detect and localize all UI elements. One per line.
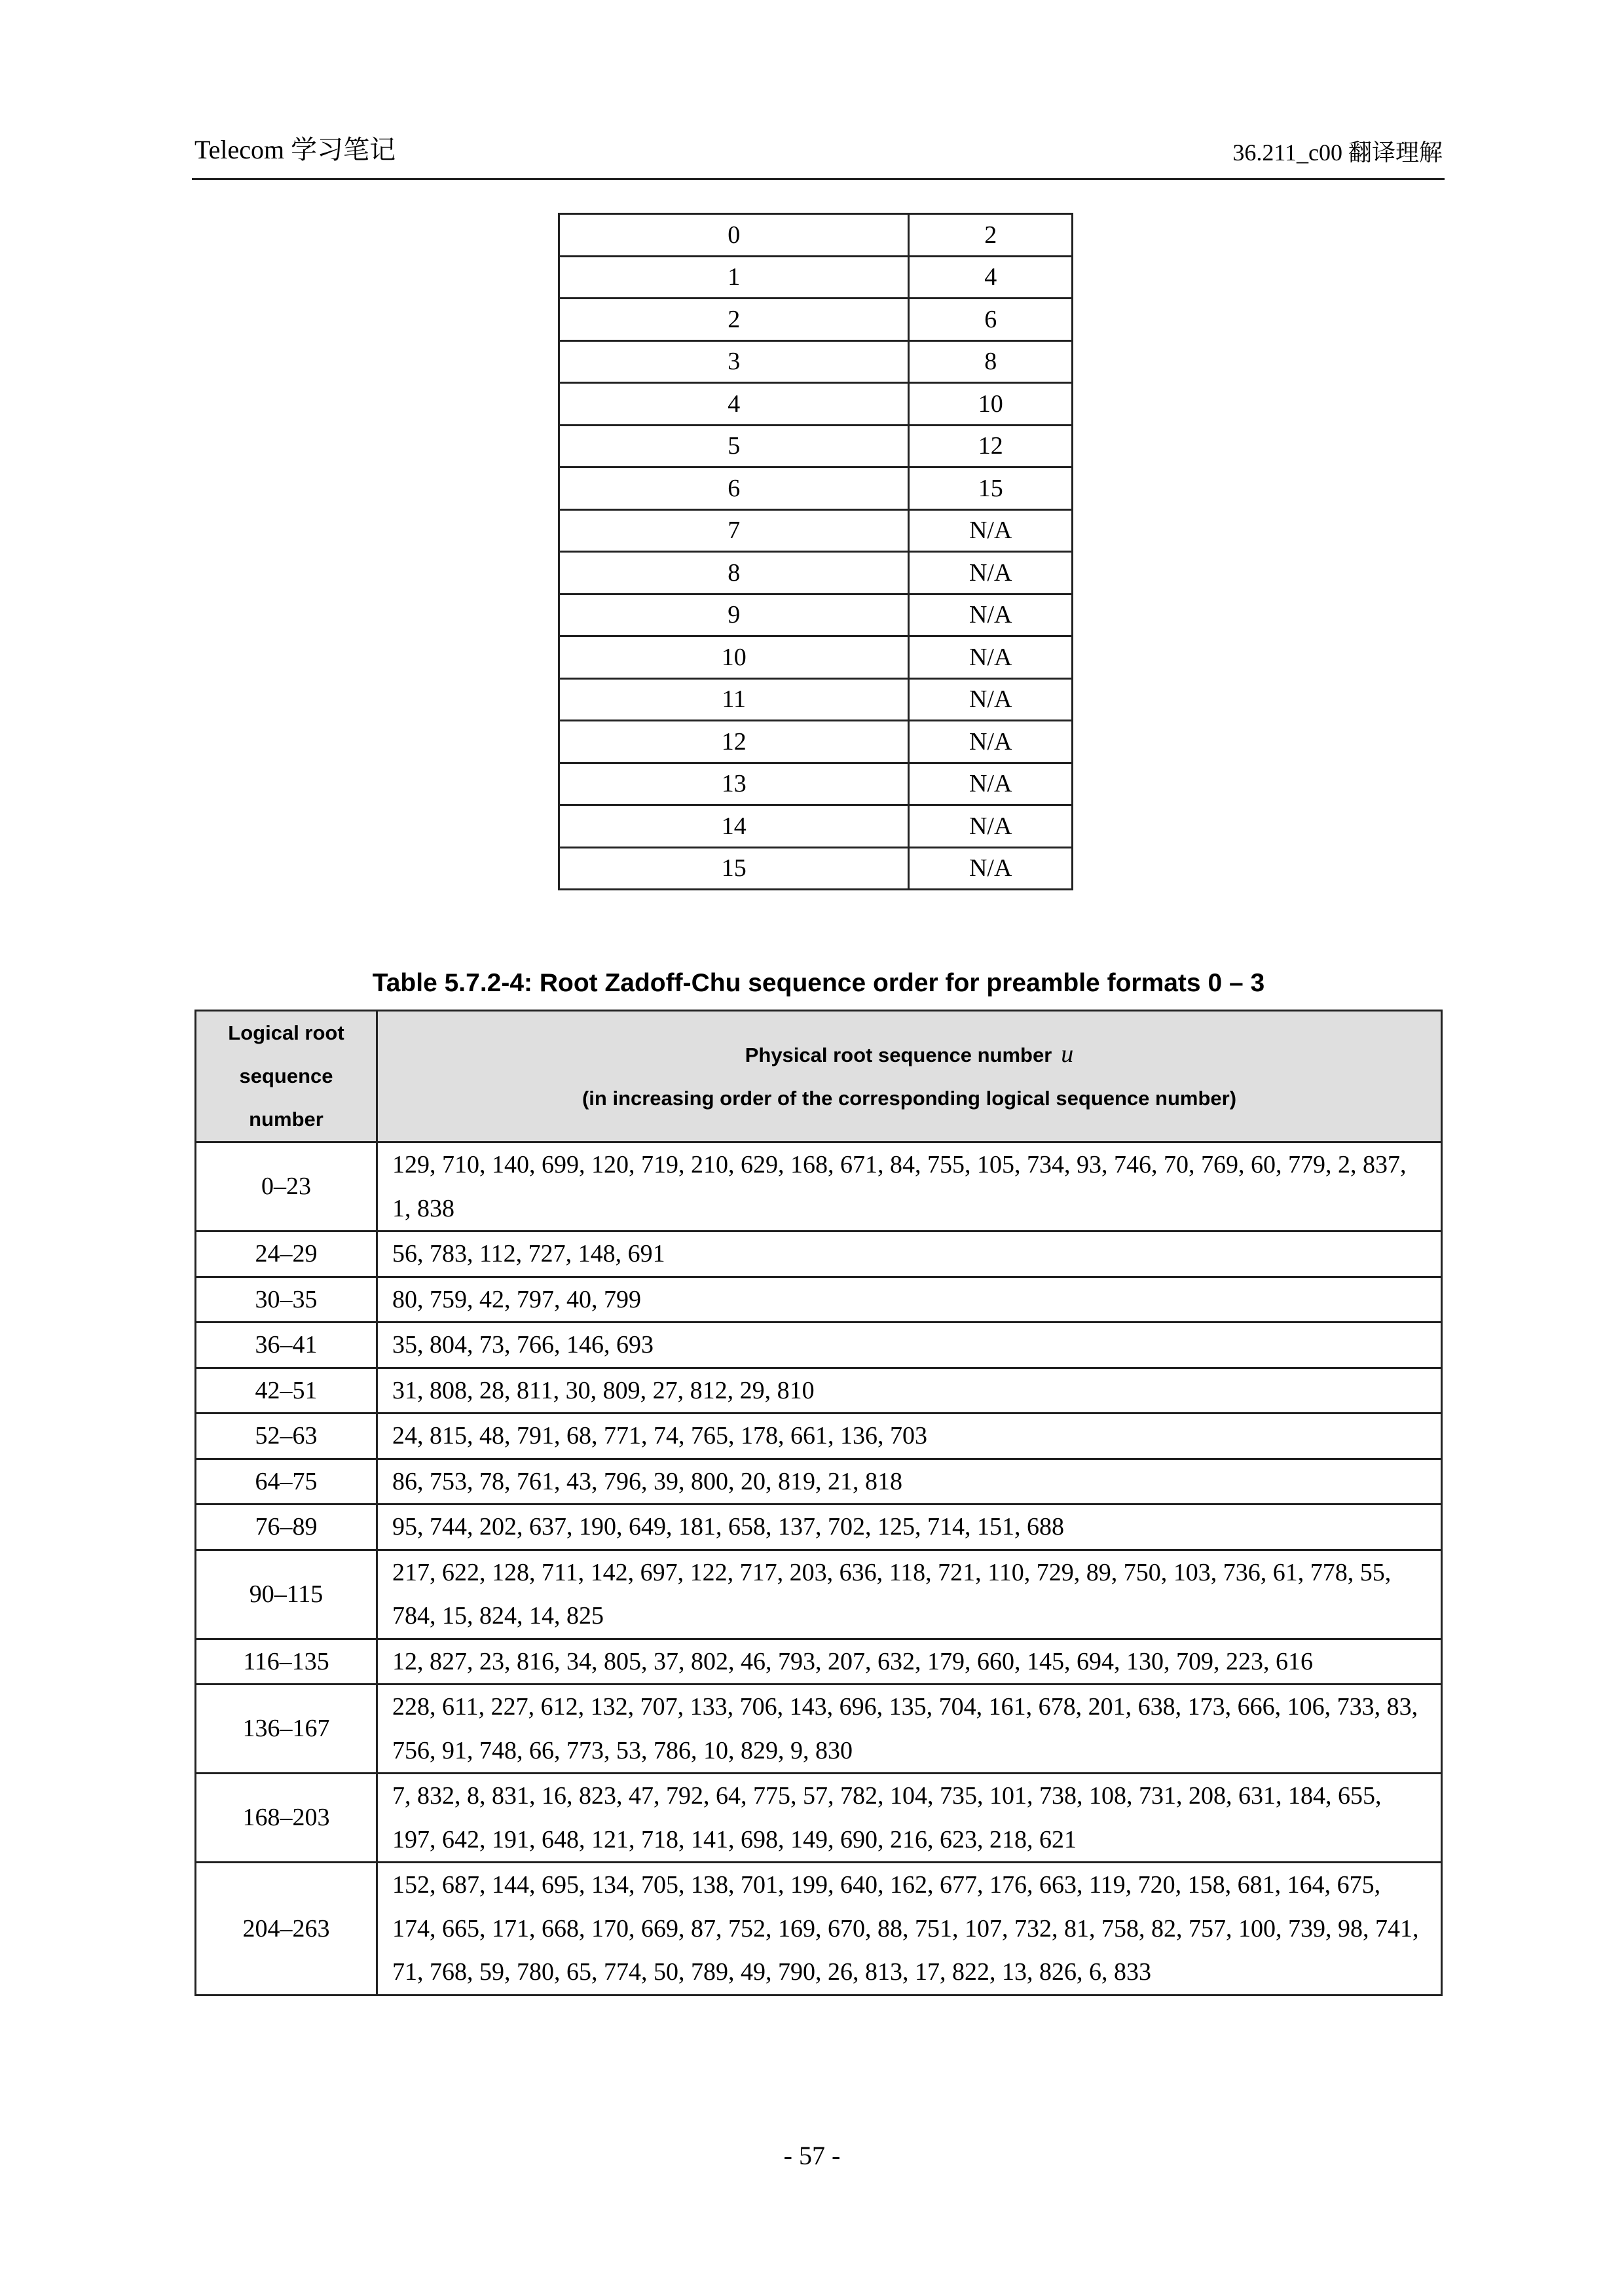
column-header-label: Physical root sequence number [745,1044,1052,1066]
logical-range-cell: 90–115 [196,1550,377,1639]
logical-range-cell: 24–29 [196,1231,377,1277]
table-row [196,1504,1442,1550]
table-cell-index: 9 [559,594,909,636]
table-cell-index: 10 [559,636,909,679]
logical-range-cell: 0–23 [196,1142,377,1231]
logical-range-cell: 36–41 [196,1322,377,1368]
physical-values-cell: 80, 759, 42, 797, 40, 799 [377,1277,1442,1322]
table-row [196,1322,1442,1368]
header-divider [192,178,1445,180]
table-row [196,1550,1442,1639]
column-header-logical-root [196,1011,377,1142]
running-header-title: Telecom 学习笔记 [194,135,396,164]
table-row [559,425,1073,467]
table-cell-value: 8 [909,340,1073,383]
table-row [196,1277,1442,1322]
physical-values-cell: 56, 783, 112, 727, 148, 691 [377,1231,1442,1277]
logical-range-cell: 42–51 [196,1368,377,1413]
table-cell-value: N/A [909,636,1073,679]
table-row [559,847,1073,890]
table-cell-value: N/A [909,847,1073,890]
table-row [196,1863,1442,1995]
table-row [559,763,1073,805]
column-header-text: sequence [239,1065,333,1087]
table-header-row [196,1011,1442,1142]
table-row [196,1231,1442,1277]
table-row [559,467,1073,510]
logical-range-cell: 30–35 [196,1277,377,1322]
table-cell-value: N/A [909,805,1073,848]
table-cell-value: 6 [909,299,1073,341]
logical-range-cell: 136–167 [196,1685,377,1774]
table-cell-value: N/A [909,678,1073,721]
table-cell-value: N/A [909,509,1073,552]
table-cell-value: N/A [909,594,1073,636]
physical-values-cell: 24, 815, 48, 791, 68, 771, 74, 765, 178, 661, 136, 703 [377,1413,1442,1459]
table-cell-value: 15 [909,467,1073,510]
column-header-text [378,1032,1441,1077]
table-cell-index: 3 [559,340,909,383]
table-row [559,678,1073,721]
table-cell-index: 0 [559,214,909,257]
table-row [559,552,1073,594]
column-header-text: number [249,1108,323,1131]
column-header-physical-root [377,1011,1442,1142]
table-cell-index: 8 [559,552,909,594]
table-row [559,594,1073,636]
logical-range-cell: 116–135 [196,1639,377,1685]
column-header-text: Logical root [228,1021,344,1044]
table-cell-value: N/A [909,721,1073,763]
table-cell-index: 14 [559,805,909,848]
table-row [196,1142,1442,1231]
table-cell-index: 7 [559,509,909,552]
mapping-table [558,213,1073,890]
table-cell-index: 4 [559,383,909,426]
math-symbol-u: u [1061,1040,1074,1068]
physical-values-cell: 7, 832, 8, 831, 16, 823, 47, 792, 64, 775, 57, 782, 104, 735, 101, 738, 108, 731, 208, 631, 184, 655, 197, 642, 191, 648, 121, 718, 141, 698, 149, 690, 216, 623, 218, 621 [377,1774,1442,1863]
table-caption: Table 5.7.2-4: Root Zadoff-Chu sequence order for preamble formats 0 – 3 [372,969,1265,997]
table-cell-value: N/A [909,552,1073,594]
table-row [559,721,1073,763]
root-sequence-table [194,1010,1443,1996]
logical-range-cell: 76–89 [196,1504,377,1550]
table-cell-value: 4 [909,256,1073,299]
table-row [559,509,1073,552]
physical-values-cell: 31, 808, 28, 811, 30, 809, 27, 812, 29, 810 [377,1368,1442,1413]
table-cell-value: 10 [909,383,1073,426]
table-row [196,1639,1442,1685]
table-row [196,1368,1442,1413]
table-row [196,1459,1442,1504]
physical-values-cell: 95, 744, 202, 637, 190, 649, 181, 658, 137, 702, 125, 714, 151, 688 [377,1504,1442,1550]
physical-values-cell: 12, 827, 23, 816, 34, 805, 37, 802, 46, 793, 207, 632, 179, 660, 145, 694, 130, 709, 223, 616 [377,1639,1442,1685]
table-row [559,805,1073,848]
table-cell-index: 1 [559,256,909,299]
table-cell-value: N/A [909,763,1073,805]
table-row [196,1685,1442,1774]
table-row [559,299,1073,341]
physical-values-cell: 86, 753, 78, 761, 43, 796, 39, 800, 20, 819, 21, 818 [377,1459,1442,1504]
logical-range-cell: 204–263 [196,1863,377,1995]
table-row [196,1413,1442,1459]
table-row [196,1774,1442,1863]
table-row [559,256,1073,299]
column-header-note: (in increasing order of the corresponding logical sequence number) [581,1087,1237,1110]
logical-range-cell: 168–203 [196,1774,377,1863]
table-cell-index: 12 [559,721,909,763]
table-row [559,383,1073,426]
table-cell-value: 2 [909,214,1073,257]
table-cell-index: 11 [559,678,909,721]
table-cell-index: 6 [559,467,909,510]
table-cell-index: 15 [559,847,909,890]
physical-values-cell: 228, 611, 227, 612, 132, 707, 133, 706, 143, 696, 135, 704, 161, 678, 201, 638, 173, 666, 106, 733, 83, 756, 91, 748, 66, 773, 53, 786, 10, 829, 9, 830 [377,1685,1442,1774]
physical-values-cell: 217, 622, 128, 711, 142, 697, 122, 717, 203, 636, 118, 721, 110, 729, 89, 750, 103, 736, 61, 778, 55, 784, 15, 824, 14, 825 [377,1550,1442,1639]
running-header-doc-ref: 36.211_c00 翻译理解 [1232,139,1443,166]
logical-range-cell: 64–75 [196,1459,377,1504]
table-cell-index: 2 [559,299,909,341]
table-cell-index: 13 [559,763,909,805]
table-row [559,214,1073,257]
table-cell-value: 12 [909,425,1073,467]
table-cell-index: 5 [559,425,909,467]
physical-values-cell: 129, 710, 140, 699, 120, 719, 210, 629, 168, 671, 84, 755, 105, 734, 93, 746, 70, 769, 60, 779, 2, 837, 1, 838 [377,1142,1442,1231]
physical-values-cell: 152, 687, 144, 695, 134, 705, 138, 701, 199, 640, 162, 677, 176, 663, 119, 720, 158, 681, 164, 675, 174, 665, 171, 668, 170, 669, 87, 752, 169, 670, 88, 751, 107, 732, 81, 758, 82, 757, 100, 739, 98, 741, 71, 768, 59, 780, 65, 774, 50, 789, 49, 790, 26, 813, 17, 822, 13, 826, 6, 833 [377,1863,1442,1995]
table-row [559,340,1073,383]
table-row [559,636,1073,679]
physical-values-cell: 35, 804, 73, 766, 146, 693 [377,1322,1442,1368]
logical-range-cell: 52–63 [196,1413,377,1459]
page-number: - 57 - [783,2141,841,2170]
